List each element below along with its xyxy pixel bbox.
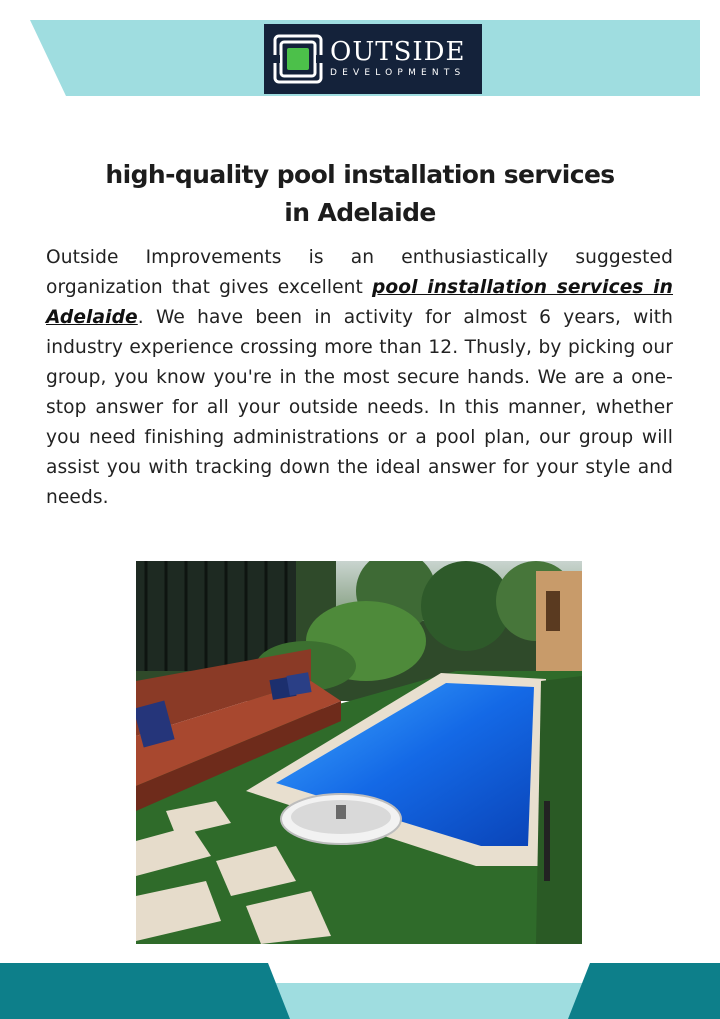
brand-name-line1: OUTSIDE [330,37,466,67]
article-body [46,243,673,513]
pool-photo [136,561,582,944]
title-line1: high-quality pool installation services [105,160,615,189]
body-text-start: Outside Improvements is an enthusiastically suggested organization that gives excellent [46,247,673,298]
title-line2: in Adelaide [284,198,436,227]
body-text-end: . We have been in activity for almost 6 years, with industry experience crossing more than 12. Thusly, by picking our group, you know you're in the most secure hands. We are a one-stop answer for all your outside needs. In this manner, whether you need finishing administrations or a pool plan, our group will assist you with tracking down the ideal answer for your style and needs. [46,307,673,508]
brand-logo[interactable] [264,24,482,94]
brand-name-line2: DEVELOPMENTS [330,68,466,78]
page-title [40,156,680,232]
pool-installation-link[interactable]: pool installation services in Adelaide [46,277,673,328]
square-frame-logo-icon [272,33,324,85]
brand-wordmark [330,38,465,80]
footer-banner [0,963,720,1019]
